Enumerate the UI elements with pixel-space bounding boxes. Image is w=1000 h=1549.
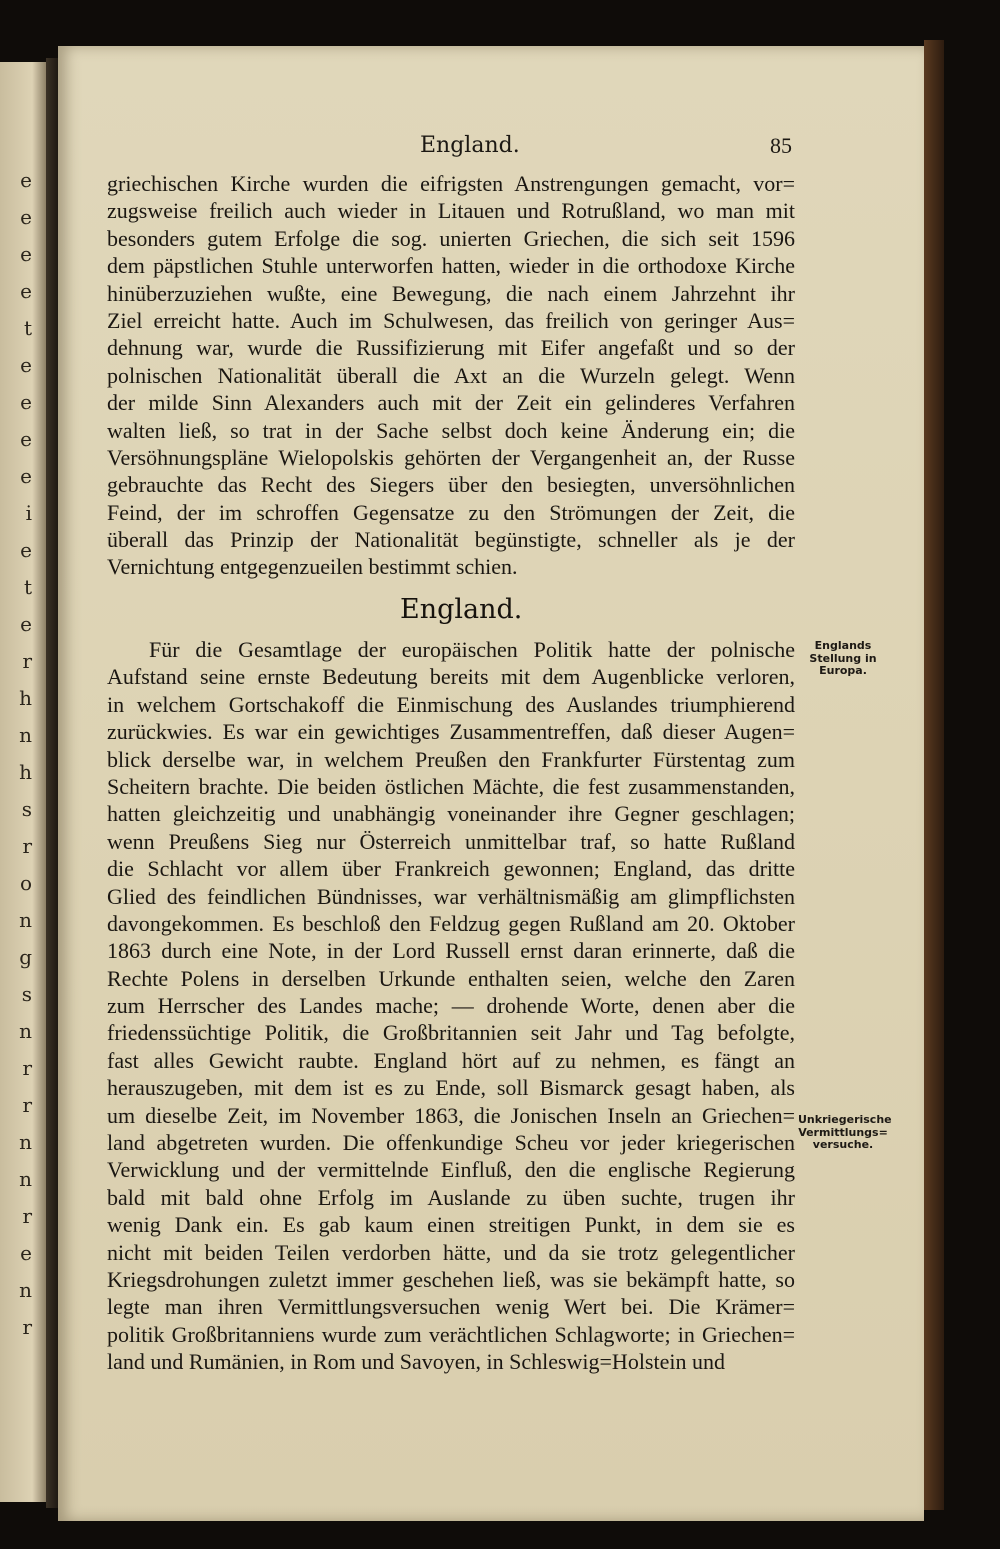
text-line: politik Großbritanniens wurde zum verächtlichen Schlagworte; in Griechen= [107, 1321, 795, 1347]
edge-letter: g [19, 945, 32, 969]
edge-letter: n [19, 1167, 32, 1191]
text-line: Glied des feindlichen Bündnisses, war verhältnismäßig am glimpflichsten [107, 883, 795, 909]
edge-letter: e [20, 390, 32, 414]
edge-letter: e [20, 242, 32, 266]
text-line: Versöhnungspläne Wielopolskis gehörten der Vergangenheit an, der Russe [107, 444, 795, 470]
edge-letter: e [20, 1241, 32, 1265]
left-facing-page [0, 62, 46, 1502]
text-line: wenig Dank ein. Es gab kaum einen streitigen Punkt, in dem sie es [107, 1212, 795, 1238]
text-line: um dieselbe Zeit, im November 1863, die Jonischen Inseln an Griechen= [107, 1102, 795, 1128]
text-line: herauszugeben, mit dem ist es zu Ende, soll Bismarck gesagt haben, als [107, 1075, 795, 1101]
text-line: in welchem Gortschakoff die Einmischung des Auslandes triumphierend [107, 691, 795, 717]
edge-letter: r [22, 1093, 32, 1117]
edge-letter: e [20, 353, 32, 377]
edge-letter: h [19, 686, 32, 710]
margin-note-line: Vermittlungs= [798, 1125, 888, 1139]
text-line: Ziel erreicht hatte. Auch im Schulwesen, das freilich von geringer Aus= [107, 307, 795, 333]
text-line: zurückwies. Es war ein gewichtiges Zusammentreffen, daß dieser Augen= [107, 719, 795, 745]
edge-letter: e [20, 205, 32, 229]
margin-note-englands-stellung [798, 640, 888, 678]
margin-note-vermittlungsversuche [798, 1113, 892, 1152]
edge-letter: e [20, 538, 32, 562]
edge-letter: r [22, 1056, 32, 1080]
edge-letter: n [19, 908, 32, 932]
paragraph-2 [107, 636, 795, 1376]
edge-letter: e [20, 612, 32, 636]
paragraph-1 [107, 170, 795, 581]
running-head [120, 133, 800, 163]
text-line: dehnung war, wurde die Russifizierung mit Eifer angefaßt und so der [107, 335, 795, 361]
text-line: gebrauchte das Recht des Siegers über den besiegten, unversöhnlichen [107, 472, 795, 498]
text-line: davongekommen. Es beschloß den Feldzug gegen Rußland am 20. Oktober [107, 910, 795, 936]
text-line: 1863 durch eine Note, in der Lord Russell ernst daran erinnerte, daß die [107, 938, 795, 964]
edge-letter: s [21, 982, 32, 1006]
text-line: dem päpstlichen Stuhle unterworfen hatten, wieder in die orthodoxe Kirche [107, 253, 795, 279]
text-line: Feind, der im schroffen Gegensatze zu den Strömungen der Zeit, die [107, 499, 795, 525]
text-line: Verwicklung und der vermittelnde Einfluß, den die englische Regierung [107, 1157, 795, 1183]
section-heading: England. [400, 594, 523, 625]
text-line: legte man ihren Vermittlungsversuchen wenig Wert bei. Die Krämer= [107, 1294, 795, 1320]
margin-note-line: Europa. [819, 664, 867, 677]
edge-letter: r [22, 834, 32, 858]
edge-letter: e [20, 464, 32, 488]
edge-letter: t [23, 316, 32, 340]
text-line: land und Rumänien, in Rom und Savoyen, in Schleswig=Holstein und [107, 1349, 725, 1375]
margin-note-line: Unkriegerische [798, 1113, 892, 1126]
text-line: friedenssüchtige Politik, die Großbritannien seit Jahr und Tag befolgte, [107, 1020, 795, 1046]
running-title: England. [420, 133, 520, 158]
margin-note-line: Stellung in [809, 651, 877, 665]
edge-letter: r [22, 1204, 32, 1228]
text-line: hinüberzuziehen wußte, eine Bewegung, die nach einem Jahrzehnt ihr [107, 280, 795, 306]
book-edge [924, 40, 944, 1510]
edge-letter: r [22, 1315, 32, 1339]
text-line: polnischen Nationalität überall die Axt an die Wurzeln gelegt. Wenn [107, 362, 795, 388]
edge-letter: r [22, 649, 32, 673]
text-line: fast alles Gewicht raubte. England hört auf zu nehmen, es fängt an [107, 1047, 795, 1073]
margin-note-line: versuche. [812, 1138, 874, 1151]
edge-letter: n [19, 1278, 32, 1302]
text-line: griechischen Kirche wurden die eifrigsten Anstrengungen gemacht, vor= [107, 171, 795, 196]
edge-letter: o [19, 871, 32, 895]
edge-letter: n [19, 723, 32, 747]
text-line: bald mit bald ohne Erfolg im Auslande zu üben suchte, trugen ihr [107, 1184, 795, 1210]
page-number: 85 [770, 133, 792, 158]
edge-letter: e [20, 168, 32, 192]
text-line: nicht mit beiden Teilen verdorben hätte, und da sie trotz gelegentlicher [107, 1239, 795, 1265]
text-line: blick derselbe war, in welchem Preußen den Frankfurter Fürstentag zum [107, 746, 795, 772]
edge-letter: e [20, 427, 32, 451]
text-line: Rechte Polens in derselben Urkunde enthalten seien, welche den Zaren [107, 965, 795, 991]
edge-letter: e [20, 279, 32, 303]
edge-letter: n [19, 1019, 32, 1043]
text-line: Kriegsdrohungen zuletzt immer geschehen ließ, was sie bekämpft hatte, so [107, 1266, 795, 1292]
edge-letter: h [19, 760, 32, 784]
text-line: land abgetreten wurden. Die offenkundige Scheu vor jeder kriegerischen [107, 1130, 795, 1156]
text-line: walten ließ, so trat in der Sache selbst doch keine Änderung ein; die [107, 417, 795, 443]
text-line: wenn Preußens Sieg nur Österreich unmittelbar traf, so hatte Rußland [107, 828, 795, 854]
edge-letter: n [19, 1130, 32, 1154]
text-line: zum Herrscher des Landes mache; — drohende Worte, denen aber die [107, 993, 795, 1019]
edge-letter: t [23, 575, 32, 599]
edge-letter: i [25, 501, 32, 525]
text-line: zugsweise freilich auch wieder in Litauen und Rotrußland, wo man mit [107, 198, 795, 224]
text-line: Vernichtung entgegenzueilen bestimmt schien. [107, 554, 518, 580]
text-line: die Schlacht vor allem über Frankreich gewonnen; England, das dritte [107, 856, 795, 882]
text-line: überall das Prinzip der Nationalität begünstigte, schneller als je der [107, 527, 795, 553]
text-line: Aufstand seine ernste Bedeutung bereits mit dem Augenblicke verloren, [107, 664, 795, 690]
text-line: Scheitern brachte. Die beiden östlichen Mächte, die fest zusammenstanden, [107, 773, 795, 799]
left-page-edge-text [0, 62, 46, 1502]
text-line: Für die Gesamtlage der europäischen Politik hatte der polnische [149, 637, 795, 662]
text-line: der milde Sinn Alexanders auch mit der Zeit ein gelinderes Verfahren [107, 390, 795, 416]
margin-note-line: Englands [814, 639, 872, 652]
edge-letter: s [21, 797, 32, 821]
text-line: besonders gutem Erfolge die sog. unierten Griechen, die sich seit 1596 [107, 225, 795, 251]
text-line: hatten gleichzeitig und unabhängig voneinander ihre Gegner geschlagen; [107, 801, 795, 827]
